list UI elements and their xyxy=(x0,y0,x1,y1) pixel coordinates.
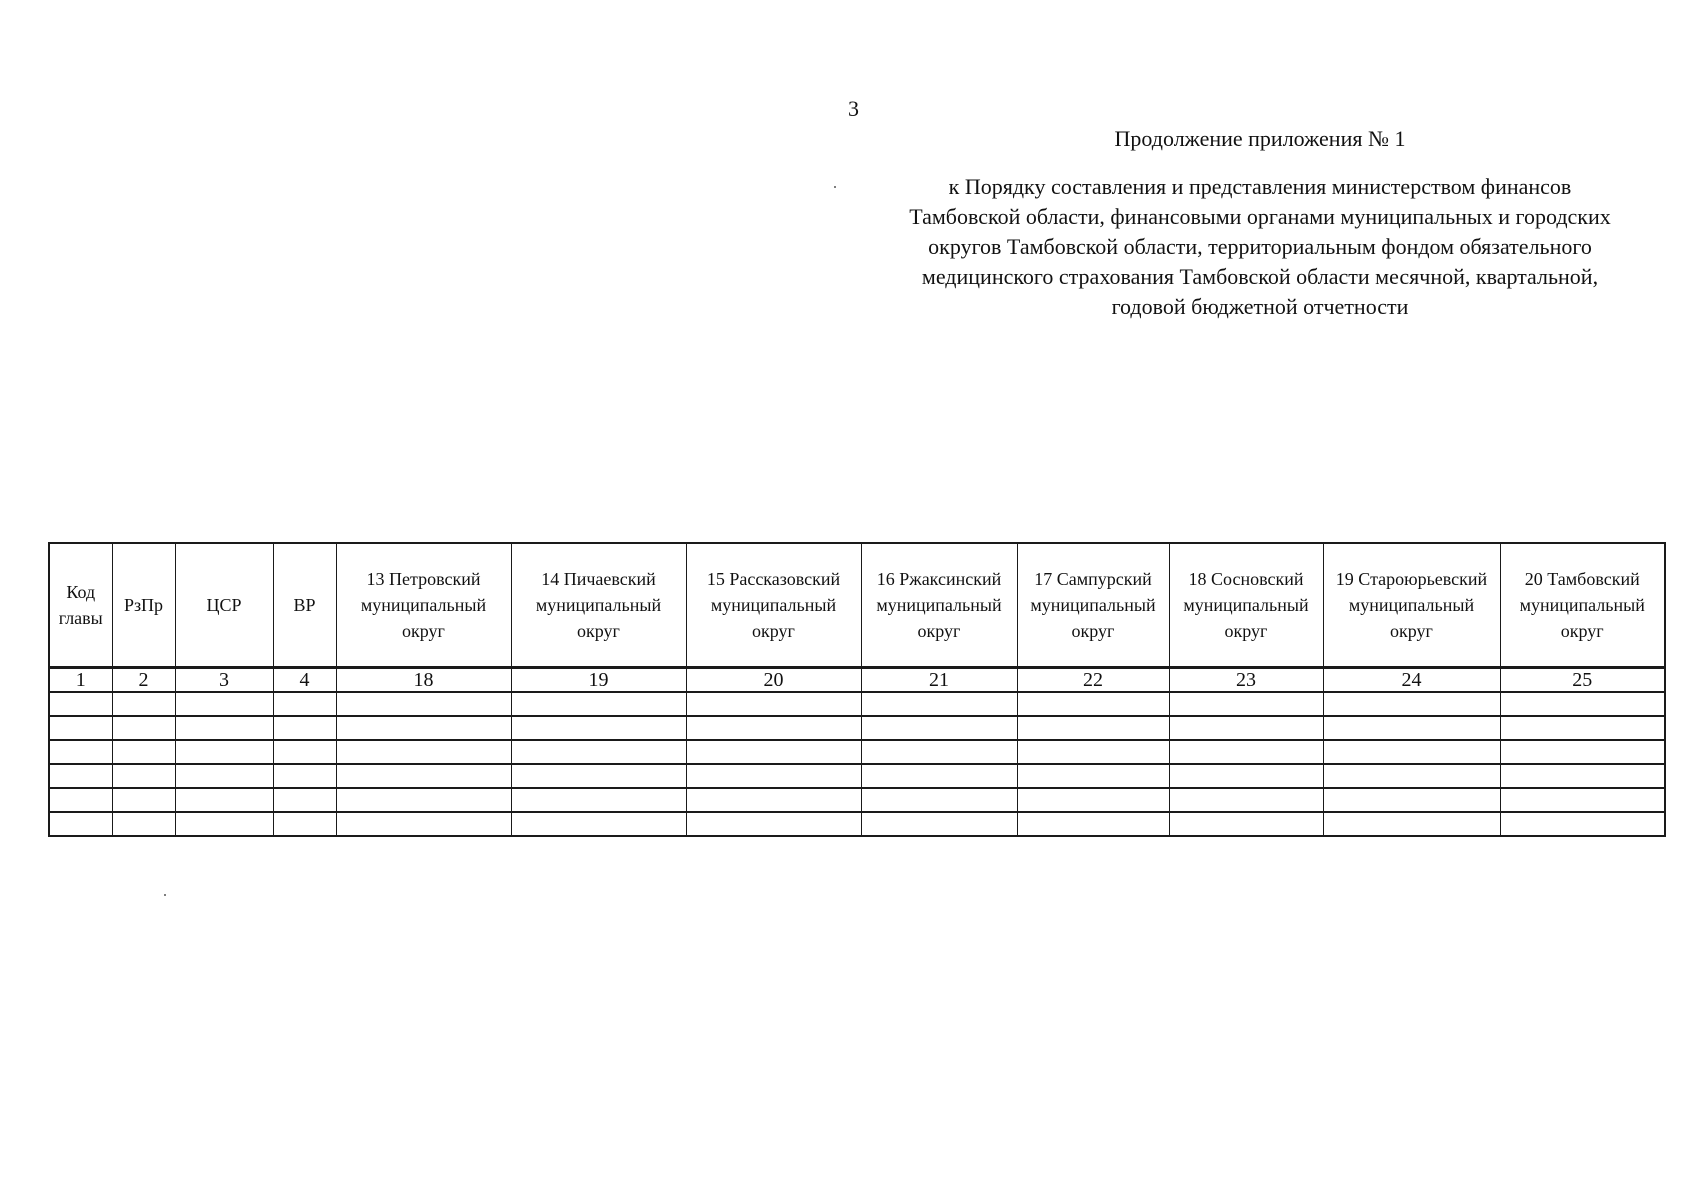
column-header-sosnovsky: 18 Сосновский муниципальный округ xyxy=(1169,543,1323,668)
table-cell xyxy=(336,788,511,812)
table-row xyxy=(49,692,1665,716)
table-cell xyxy=(175,788,273,812)
table-cell xyxy=(511,692,686,716)
table-cell xyxy=(861,692,1017,716)
table-cell xyxy=(273,740,336,764)
table-cell xyxy=(175,812,273,836)
table-cell xyxy=(273,812,336,836)
table-cell xyxy=(1323,812,1500,836)
column-header-rzhaksinsky: 16 Ржаксинский муниципальный округ xyxy=(861,543,1017,668)
table-cell xyxy=(686,692,861,716)
column-header-rzpr: РзПр xyxy=(112,543,175,668)
table-cell xyxy=(273,764,336,788)
table-row xyxy=(49,812,1665,836)
table-cell xyxy=(511,740,686,764)
table-cell xyxy=(1017,716,1169,740)
table-cell xyxy=(112,716,175,740)
table-cell xyxy=(1500,764,1665,788)
table-row xyxy=(49,740,1665,764)
subtitle-line: медицинского страхования Тамбовской области месячной, квартальной, xyxy=(921,264,1599,289)
column-header-kod-glavy: Код главы xyxy=(49,543,112,668)
column-number: 3 xyxy=(175,668,273,693)
appendix-subtitle xyxy=(870,172,1650,322)
table-cell xyxy=(1017,740,1169,764)
column-number: 23 xyxy=(1169,668,1323,693)
table-cell xyxy=(49,740,112,764)
table-cell xyxy=(49,812,112,836)
table-cell xyxy=(1169,812,1323,836)
column-header-pichaevsky: 14 Пичаевский муниципальный округ xyxy=(511,543,686,668)
table-cell xyxy=(49,716,112,740)
table-cell xyxy=(1500,740,1665,764)
table-cell xyxy=(686,716,861,740)
table-cell xyxy=(336,740,511,764)
appendix-title: Продолжение приложения № 1 xyxy=(1114,126,1406,151)
table-cell xyxy=(861,764,1017,788)
table-cell xyxy=(1500,812,1665,836)
table-cell xyxy=(175,716,273,740)
column-number: 24 xyxy=(1323,668,1500,693)
column-header-sampursky: 17 Сампурский муниципальный округ xyxy=(1017,543,1169,668)
table-cell xyxy=(1500,788,1665,812)
table-cell xyxy=(336,716,511,740)
table-cell xyxy=(1323,716,1500,740)
table-cell xyxy=(1323,740,1500,764)
table-cell xyxy=(112,788,175,812)
table-cell xyxy=(1169,764,1323,788)
column-header-vr: ВР xyxy=(273,543,336,668)
table-cell xyxy=(686,764,861,788)
table-cell xyxy=(861,812,1017,836)
table-cell xyxy=(1323,764,1500,788)
table-cell xyxy=(686,812,861,836)
table-cell xyxy=(273,692,336,716)
column-header-csr: ЦСР xyxy=(175,543,273,668)
subtitle-line: годовой бюджетной отчетности xyxy=(1111,294,1409,319)
table-cell xyxy=(49,764,112,788)
table-cell xyxy=(511,812,686,836)
table-cell xyxy=(1169,740,1323,764)
table-cell xyxy=(175,740,273,764)
scan-speck xyxy=(834,186,836,188)
table-cell xyxy=(49,692,112,716)
column-number: 21 xyxy=(861,668,1017,693)
table-cell xyxy=(511,788,686,812)
column-header-staroyurievsky: 19 Староюрьевский муниципальный округ xyxy=(1323,543,1500,668)
table-cell xyxy=(273,716,336,740)
table-cell xyxy=(112,692,175,716)
table-cell xyxy=(336,692,511,716)
column-number: 20 xyxy=(686,668,861,693)
table-cell xyxy=(1169,716,1323,740)
table-row xyxy=(49,788,1665,812)
column-header-petrovsky: 13 Петровский муниципальный округ xyxy=(336,543,511,668)
table-cell xyxy=(175,764,273,788)
table-cell xyxy=(273,788,336,812)
empty-rows xyxy=(49,692,1665,836)
subtitle-line: Тамбовской области, финансовыми органами муниципальных и городских xyxy=(909,204,1611,229)
subtitle-line: к Порядку составления и представления министерством финансов xyxy=(948,174,1572,199)
column-number: 18 xyxy=(336,668,511,693)
table-cell xyxy=(1017,812,1169,836)
table-row xyxy=(49,716,1665,740)
column-header-tambovsky: 20 Тамбовский муниципальный округ xyxy=(1500,543,1665,668)
table-cell xyxy=(1169,788,1323,812)
scan-speck xyxy=(164,894,166,896)
column-number-row xyxy=(49,668,1665,693)
table-cell xyxy=(1169,692,1323,716)
table-cell xyxy=(175,692,273,716)
table-cell xyxy=(686,788,861,812)
table-cell xyxy=(112,764,175,788)
table-cell xyxy=(1017,692,1169,716)
column-number: 1 xyxy=(49,668,112,693)
table-cell xyxy=(1323,692,1500,716)
table-header-row xyxy=(49,543,1665,668)
table-cell xyxy=(1017,788,1169,812)
column-number: 22 xyxy=(1017,668,1169,693)
table-cell xyxy=(112,812,175,836)
table-cell xyxy=(511,716,686,740)
table-cell xyxy=(686,740,861,764)
report-table xyxy=(48,542,1666,837)
table-row xyxy=(49,764,1665,788)
table-cell xyxy=(861,788,1017,812)
table-cell xyxy=(861,716,1017,740)
column-header-rasskazovsky: 15 Рассказовский муниципальный округ xyxy=(686,543,861,668)
table-cell xyxy=(112,740,175,764)
table-cell xyxy=(511,764,686,788)
column-number: 2 xyxy=(112,668,175,693)
table-cell xyxy=(1017,764,1169,788)
table-cell xyxy=(336,812,511,836)
table-cell xyxy=(336,764,511,788)
table-cell xyxy=(1500,692,1665,716)
table-cell xyxy=(1323,788,1500,812)
table-cell xyxy=(861,740,1017,764)
column-number: 4 xyxy=(273,668,336,693)
subtitle-line: округов Тамбовской области, территориальным фондом обязательного xyxy=(928,234,1592,259)
table-cell xyxy=(1500,716,1665,740)
page-number: 3 xyxy=(848,96,859,121)
column-number: 19 xyxy=(511,668,686,693)
table-cell xyxy=(49,788,112,812)
column-number: 25 xyxy=(1500,668,1665,693)
